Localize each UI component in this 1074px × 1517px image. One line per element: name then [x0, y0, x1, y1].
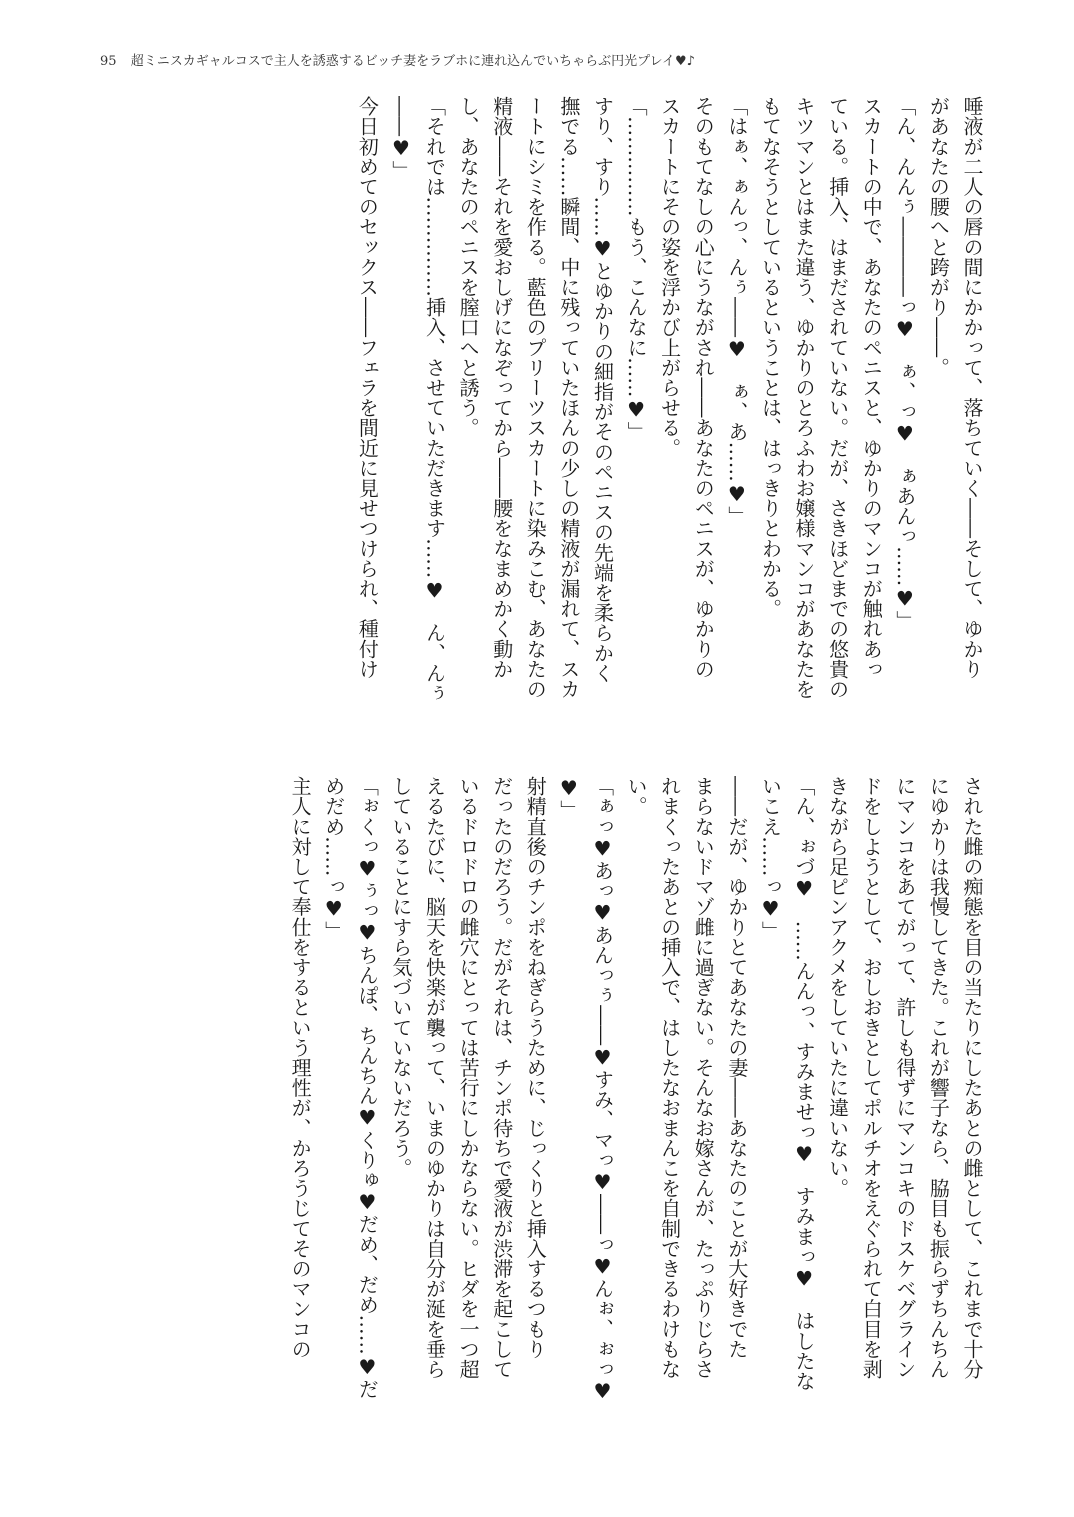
text-line: スカートの中で、あなたのペニスと、ゆかりのマンコが触れあっ	[859, 96, 884, 679]
text-line: 精液――それを愛おしげになぞってから――腰をなまめかく動か	[489, 96, 514, 679]
text-line: 「ぁっ♥あっ♥あんっぅ――♥すみ、マっ♥――っ♥んぉ、ぉっ♥	[590, 776, 615, 1403]
text-line: 「ん、んんぅ――――っ♥ ぁ、っ♥ ぁあんっ……♥」	[892, 96, 917, 631]
text-line: スカートにその姿を浮かび上がらせる。	[657, 96, 682, 458]
text-line: まらないドマゾ雌に過ぎない。そんなお嫁さんが、たっぷりじらさ	[691, 776, 716, 1379]
text-line: ――♥」	[388, 96, 413, 181]
text-line: もてなそうとしているということは、はっきりとわかる。	[758, 96, 783, 619]
text-line: すり、すり……♥とゆかりの細指がそのペニスの先端を柔らかく	[590, 96, 615, 683]
text-line: れまくったあとの挿入で、はしたなおまんこを自制できるわけもな	[657, 776, 682, 1379]
text-line: された雌の痴態を目の当たりにしたあとの雌として、これまで十分	[960, 776, 984, 1379]
text-line: していることにすら気づいていないだろう。	[388, 776, 413, 1178]
text-line: いこえ……っ♥」	[758, 776, 783, 941]
text-line: めだめ……っ♥」	[321, 776, 346, 941]
text-line: ♥」	[556, 776, 581, 821]
text-line: にゆかりは我慢してきた。これが響子なら、脇目も振らずちんちん	[926, 776, 951, 1379]
text-block-bottom	[78, 776, 988, 1416]
text-line: 「ぉくっ♥ぅっ♥ちんぽ、ちんちん♥くりゅ♥だめ、だめ……♥だ	[355, 776, 380, 1399]
text-line: にマンコをあてがって、許しも得ずにマンコキのドスケベグライン	[892, 776, 917, 1379]
text-line: ている。挿入、はまだされていない。だが、さきほどまでの悠貴の	[825, 96, 850, 699]
text-line: キツマンとはまた違う、ゆかりのとろふわお嬢様マンコがあなたを	[792, 96, 817, 699]
text-line: 唾液が二人の唇の間にかかって、落ちていく――そして、ゆかり	[960, 96, 984, 679]
text-line: 今日初めてのセックス――フェラを間近に見せつけられ、種付け	[355, 96, 380, 679]
text-line: 「それでは……………挿入、させていただきます……♥ ん、んぅ	[422, 96, 447, 703]
text-line: 撫でる……瞬間、中に残っていたほんの少しの精液が漏れて、スカ	[556, 96, 581, 699]
text-line: ートにシミを作る。藍色のプリーツスカートに染みこむ、あなたの	[523, 96, 548, 699]
text-line: ドをしようとして、おしおきとしてポルチオをえぐられて白目を剥	[859, 776, 884, 1379]
text-line: ――だが、ゆかりとてあなたの妻――あなたのことが大好きでた	[724, 776, 749, 1359]
text-line: い。	[624, 776, 649, 817]
text-line: 射精直後のチンポをねぎらうために、じっくりと挿入するつもり	[523, 776, 548, 1359]
text-line: そのもてなしの心にうながされ――あなたのペニスが、ゆかりの	[691, 96, 716, 679]
text-line: 「はぁ、ぁんっ、んぅ――♥ ぁ、あ……♥」	[724, 96, 749, 527]
text-line: えるたびに、脳天を快楽が襲って、いまのゆかりは自分が涎を垂ら	[422, 776, 447, 1379]
text-line: し、あなたのペニスを膣口へと誘う。	[456, 96, 481, 438]
text-block-top	[78, 96, 988, 736]
page-number: 95	[100, 54, 117, 69]
chapter-title: 超ミニスカギャルコスで主人を誘惑するビッチ妻をラブホに連れ込んでいちゃらぶ円光プレイ♥♪	[130, 54, 695, 69]
running-header	[100, 50, 695, 69]
text-line: 「ん、ぉづ♥ ……んんっ、すみませっ♥ すみまっ♥ はしたな	[792, 776, 817, 1391]
text-line: 主人に対して奉仕をするという理性が、かろうじてそのマンコの	[288, 776, 313, 1359]
text-line: いるドロドロの雌穴にとっては苦行にしかならない。ヒダを一つ超	[456, 776, 481, 1379]
text-line: きながら足ピンアクメをしていたに違いない。	[825, 776, 850, 1199]
text-line: だったのだろう。だがそれは、チンポ待ちで愛液が渋滞を起こして	[489, 776, 514, 1379]
text-line: 「……………もう、こんなに……♥」	[624, 96, 649, 442]
text-line: があなたの腰へと跨がり――。	[926, 96, 951, 378]
